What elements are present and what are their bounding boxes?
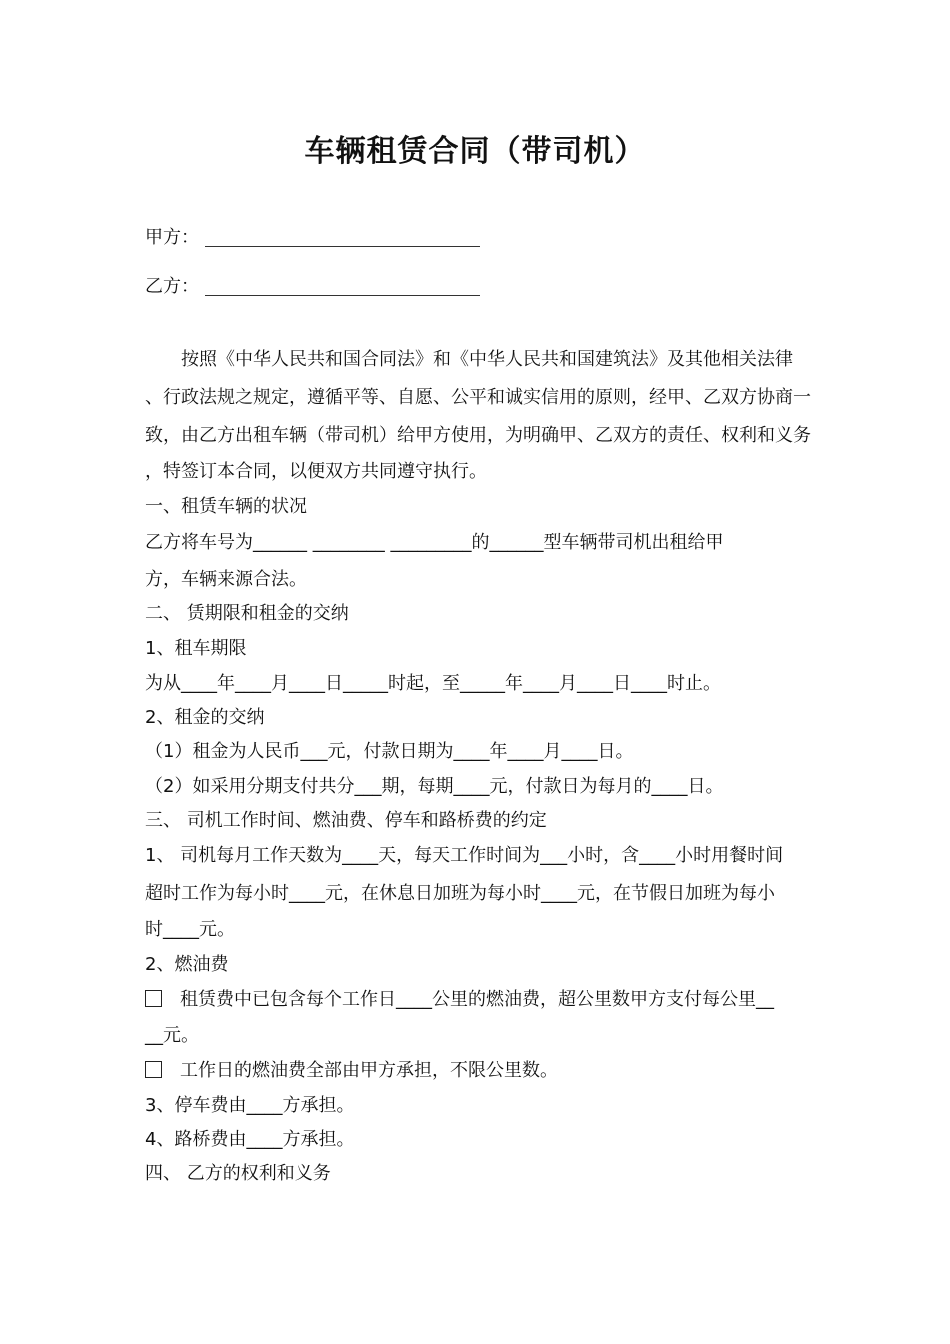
party-b-line bbox=[145, 275, 810, 299]
document-title: 车辆租赁合同（带司机） bbox=[304, 134, 646, 169]
clause-line: 2、租金的交纳 bbox=[145, 707, 265, 728]
fuel-option-1 bbox=[145, 988, 810, 1012]
section-heading: 四、 乙方的权利和义务 bbox=[145, 1163, 331, 1184]
clause-line: 4、路桥费由____方承担。 bbox=[145, 1129, 355, 1150]
clause-line: （1）租金为人民币___元，付款日期为____年____月____日。 bbox=[145, 741, 634, 762]
party-b-blank[interactable] bbox=[205, 281, 480, 296]
fuel-option-1-text: 租赁费中已包含每个工作日____公里的燃油费，超公里数甲方支付每公里__ bbox=[180, 989, 774, 1010]
fuel-option-2-text: 工作日的燃油费全部由甲方承担，不限公里数。 bbox=[180, 1060, 558, 1081]
party-a-blank[interactable] bbox=[205, 232, 480, 247]
section-heading: 三、 司机工作时间、燃油费、停车和路桥费的约定 bbox=[145, 810, 547, 831]
party-b-label: 乙方： bbox=[145, 276, 199, 297]
clause-line: 2、燃油费 bbox=[145, 954, 229, 975]
checkbox[interactable] bbox=[145, 1061, 162, 1078]
clause-line: 时____元。 bbox=[145, 919, 235, 940]
clause-line: 方，车辆来源合法。 bbox=[145, 569, 307, 590]
clause-line: 1、 司机每月工作天数为____天，每天工作时间为___小时，含____小时用餐时间 bbox=[145, 845, 784, 866]
clause-line: 超时工作为每小时____元，在休息日加班为每小时____元，在节假日加班为每小 bbox=[145, 883, 775, 904]
clause-line: __元。 bbox=[145, 1025, 199, 1046]
checkbox[interactable] bbox=[145, 990, 162, 1007]
party-a-line bbox=[145, 226, 810, 250]
clause-line: 乙方将车号为______ ________ _________的______型车辆带司机出租给甲 bbox=[145, 532, 724, 553]
fuel-option-2 bbox=[145, 1059, 810, 1083]
section-heading: 二、 赁期限和租金的交纳 bbox=[145, 603, 349, 624]
party-a-label: 甲方： bbox=[145, 227, 199, 248]
clause-line: 为从____年____月____日_____时起，至_____年____月____日____时止。 bbox=[145, 673, 721, 694]
clause-line: 3、停车费由____方承担。 bbox=[145, 1095, 355, 1116]
clause-line: （2）如采用分期支付共分___期，每期____元，付款日为每月的____日。 bbox=[145, 776, 724, 797]
preamble-line: ，特签订本合同，以便双方共同遵守执行。 bbox=[145, 461, 487, 482]
section-heading: 一、租赁车辆的状况 bbox=[145, 496, 307, 517]
clause-line: 1、租车期限 bbox=[145, 638, 247, 659]
preamble-line: 、行政法规之规定，遵循平等、自愿、公平和诚实信用的原则，经甲、乙双方协商一 bbox=[145, 387, 811, 408]
preamble-line: 致，由乙方出租车辆（带司机）给甲方使用，为明确甲、乙双方的责任、权利和义务 bbox=[145, 425, 811, 446]
preamble-line: 按照《中华人民共和国合同法》和《中华人民共和国建筑法》及其他相关法律 bbox=[181, 349, 793, 370]
